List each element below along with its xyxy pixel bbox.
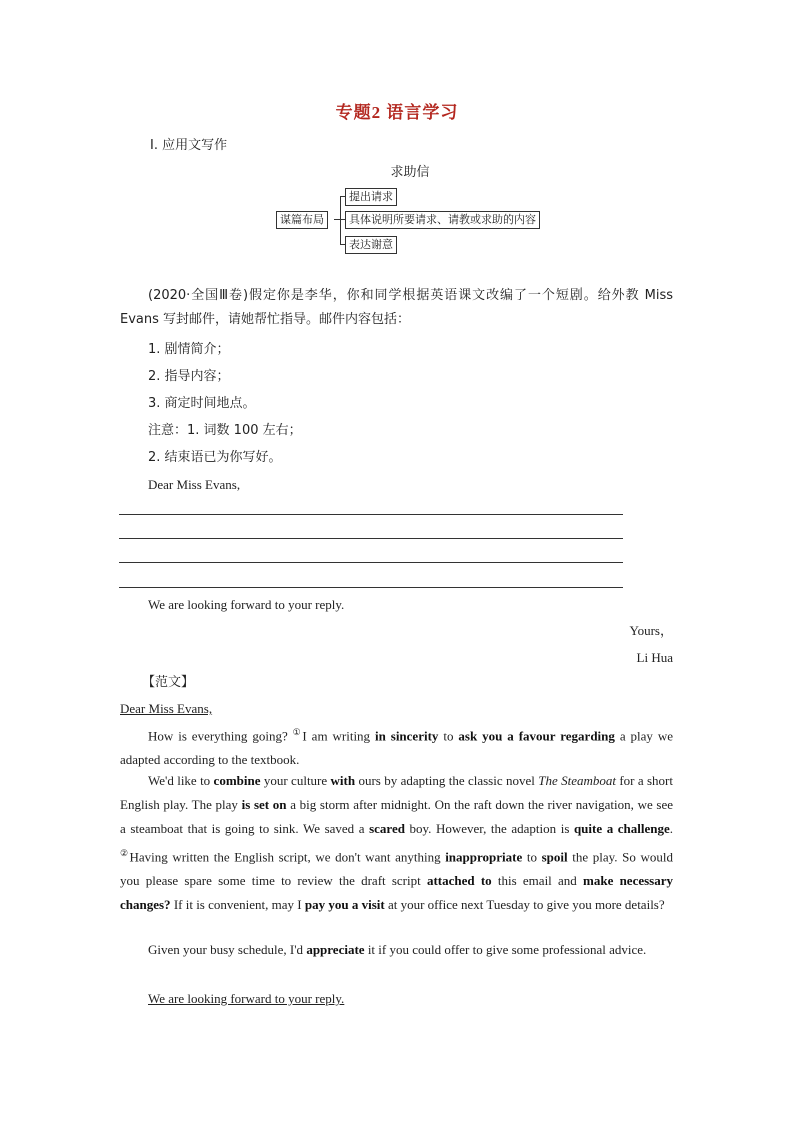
- text-run: at your office next Tuesday to give you more details?: [384, 897, 665, 913]
- text-run: Having written the English script, we don't want anything: [129, 849, 446, 865]
- key-phrase: scared: [369, 821, 405, 836]
- model-greeting: Dear Miss Evans,: [120, 701, 213, 716]
- text-run: a big storm after midnight. On the raft down the river navigation, we see a steamboat that is going to sink. We saved a: [120, 797, 674, 836]
- section-heading: Ⅰ. 应用文写作: [150, 138, 228, 153]
- writing-line: [119, 562, 623, 563]
- task-item: 3. 商定时间地点。: [148, 396, 256, 411]
- text-run: to: [522, 849, 542, 865]
- text-run: If it is convenient, may I: [170, 897, 305, 913]
- text-run: the play. So would you please spare some time to review the draft script: [120, 849, 673, 889]
- key-phrase: with: [330, 773, 356, 788]
- key-phrase: combine: [213, 773, 261, 788]
- diagram-branch: 表达谢意: [345, 236, 397, 254]
- text-run: a play we adapted according to the textbook.: [120, 728, 674, 768]
- model-closing: We are looking forward to your reply.: [148, 991, 345, 1006]
- task-note: 2. 结束语已为你写好。: [148, 450, 282, 465]
- model-paragraph-2: [120, 769, 673, 917]
- key-phrase: attached to: [426, 873, 492, 889]
- text-run: ours by adapting the classic novel: [355, 773, 539, 788]
- letter-greeting: Dear Miss Evans,: [148, 477, 241, 492]
- writing-line: [119, 538, 623, 539]
- marker-2: ②: [120, 848, 130, 858]
- task-item: 2. 指导内容；: [148, 369, 230, 384]
- subtitle: 求助信: [390, 165, 430, 180]
- key-phrase: ask you a favour regarding: [458, 728, 615, 744]
- model-heading: 【范文】: [142, 675, 195, 690]
- text-run: .: [669, 821, 673, 836]
- diagram-branch: 具体说明所要请求、请教或求助的内容: [345, 211, 540, 229]
- writing-line: [119, 587, 623, 588]
- text-run: Given your busy schedule, I'd: [148, 942, 307, 957]
- marker-1: ①: [292, 727, 303, 737]
- key-phrase: is set on: [241, 797, 287, 812]
- novel-title: The Steamboat: [538, 773, 616, 788]
- key-phrase: appreciate: [306, 942, 365, 957]
- model-paragraph-1: [120, 720, 673, 772]
- letter-signature: Li Hua: [636, 650, 673, 665]
- task-note: 注意：1. 词数 100 左右；: [148, 423, 302, 438]
- letter-signoff: Yours，: [629, 623, 673, 638]
- text-run: I am writing: [302, 728, 375, 744]
- task-intro: (2020·全国Ⅲ卷)假定你是李华，你和同学根据英语课文改编了一个短剧。给外教 Miss Evans 写封邮件，请她帮忙指导。邮件内容包括：: [120, 288, 673, 327]
- key-phrase: quite a challenge: [573, 821, 670, 836]
- text-run: your culture: [260, 773, 331, 788]
- key-phrase: spoil: [541, 849, 568, 865]
- text-run: it if you could offer to give some professional advice.: [364, 942, 647, 957]
- diagram-branch: 提出请求: [345, 188, 397, 206]
- key-phrase: make necessary changes?: [120, 873, 673, 913]
- key-phrase: pay you a visit: [304, 897, 385, 913]
- diagram-root: 谋篇布局: [276, 211, 328, 229]
- model-paragraph-3: [120, 938, 673, 962]
- text-run: this email and: [491, 873, 584, 889]
- text-run: to: [438, 728, 459, 744]
- key-phrase: inappropriate: [445, 849, 523, 865]
- text-run: How is everything going?: [148, 728, 293, 744]
- page-title: 专题2 语言学习: [335, 103, 459, 122]
- text-run: We'd like to: [148, 773, 214, 788]
- key-phrase: in sincerity: [374, 728, 439, 744]
- letter-closing: We are looking forward to your reply.: [148, 597, 345, 612]
- writing-line: [119, 514, 623, 515]
- task-item: 1. 剧情简介；: [148, 342, 230, 357]
- text-run: for a short English play. The play: [120, 773, 673, 812]
- text-run: boy. However, the adaption is: [404, 821, 574, 836]
